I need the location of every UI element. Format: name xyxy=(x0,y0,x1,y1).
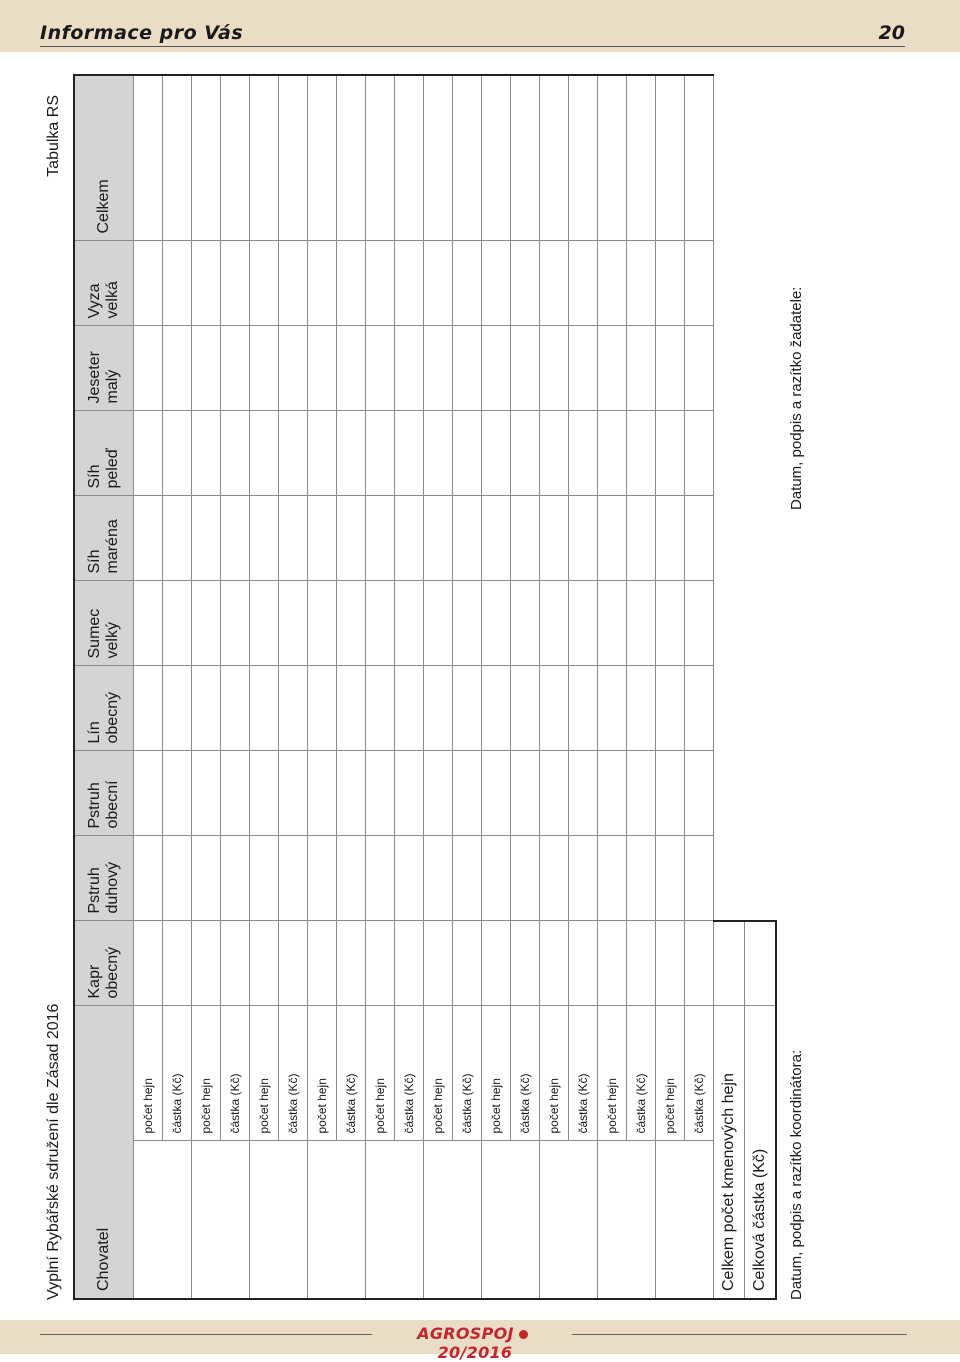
entry-cell[interactable] xyxy=(192,241,221,326)
entry-cell[interactable] xyxy=(482,751,511,836)
total-cell[interactable] xyxy=(134,75,163,241)
entry-cell[interactable] xyxy=(221,326,250,411)
entry-cell[interactable] xyxy=(308,836,337,921)
entry-cell[interactable] xyxy=(511,666,540,751)
entry-cell[interactable] xyxy=(685,751,714,836)
page-header xyxy=(0,0,960,52)
row-label-amount: částka (Kč) xyxy=(453,1006,482,1141)
entry-cell[interactable] xyxy=(337,241,366,326)
row-label-count: počet hejn xyxy=(656,1006,685,1141)
entry-cell[interactable] xyxy=(540,921,569,1006)
page-number: 20 xyxy=(878,22,905,44)
entry-cell[interactable] xyxy=(511,411,540,496)
entry-cell[interactable] xyxy=(453,326,482,411)
entry-cell[interactable] xyxy=(656,581,685,666)
entry-cell[interactable] xyxy=(250,921,279,1006)
entry-cell[interactable] xyxy=(685,326,714,411)
entry-cell[interactable] xyxy=(453,921,482,1006)
entry-cell[interactable] xyxy=(250,326,279,411)
table-row xyxy=(540,75,569,1299)
column-header-fish: Síh peleď xyxy=(74,411,134,496)
entry-cell[interactable] xyxy=(279,836,308,921)
entry-cell[interactable] xyxy=(163,751,192,836)
breeder-name-cell[interactable] xyxy=(308,1141,366,1299)
entry-cell[interactable] xyxy=(279,581,308,666)
entry-cell[interactable] xyxy=(163,326,192,411)
table-row xyxy=(395,75,424,1299)
totals-value-cell[interactable] xyxy=(714,921,745,1006)
entry-cell[interactable] xyxy=(308,751,337,836)
entry-cell[interactable] xyxy=(337,751,366,836)
table-row xyxy=(250,75,279,1299)
totals-blank xyxy=(714,75,745,921)
entry-cell[interactable] xyxy=(279,666,308,751)
form-title: Vyplní Rybářské sdružení dle Zásad 2016 xyxy=(45,1003,62,1300)
table-body xyxy=(134,75,777,1299)
entry-cell[interactable] xyxy=(656,751,685,836)
entry-cell[interactable] xyxy=(627,666,656,751)
entry-cell[interactable] xyxy=(163,496,192,581)
totals-label-amount: Celková částka (Kč) xyxy=(745,1006,777,1299)
footer-rule-left xyxy=(40,1334,372,1335)
total-cell[interactable] xyxy=(598,75,627,241)
entry-cell[interactable] xyxy=(279,496,308,581)
totals-value-cell[interactable] xyxy=(745,921,777,1006)
table-row xyxy=(482,75,511,1299)
entry-cell[interactable] xyxy=(656,411,685,496)
breeder-name-cell[interactable] xyxy=(598,1141,656,1299)
entry-cell[interactable] xyxy=(598,411,627,496)
entry-cell[interactable] xyxy=(395,666,424,751)
entry-cell[interactable] xyxy=(221,666,250,751)
bullet-dot-icon xyxy=(519,1330,528,1339)
entry-cell[interactable] xyxy=(656,836,685,921)
table-row xyxy=(569,75,598,1299)
entry-cell[interactable] xyxy=(250,751,279,836)
entry-cell[interactable] xyxy=(540,666,569,751)
entry-cell[interactable] xyxy=(656,241,685,326)
entry-cell[interactable] xyxy=(279,921,308,1006)
entry-cell[interactable] xyxy=(453,836,482,921)
entry-cell[interactable] xyxy=(540,751,569,836)
breeder-name-cell[interactable] xyxy=(192,1141,250,1299)
row-label-count: počet hejn xyxy=(424,1006,453,1141)
row-label-amount: částka (Kč) xyxy=(337,1006,366,1141)
table-row xyxy=(192,75,221,1299)
entry-cell[interactable] xyxy=(656,496,685,581)
applicant-signature-label: Datum, podpis a razítko žadatele: xyxy=(788,286,805,510)
breeder-name-cell[interactable] xyxy=(134,1141,192,1299)
entry-cell[interactable] xyxy=(424,326,453,411)
entry-cell[interactable] xyxy=(685,836,714,921)
entry-cell[interactable] xyxy=(685,921,714,1006)
section-title: Informace pro Vás xyxy=(40,22,244,44)
column-header-fish: Sumec velký xyxy=(74,581,134,666)
total-cell[interactable] xyxy=(685,75,714,241)
footer-brand: AGROSPOJ xyxy=(417,1324,514,1343)
entry-cell[interactable] xyxy=(308,326,337,411)
row-label-amount: částka (Kč) xyxy=(279,1006,308,1141)
entry-cell[interactable] xyxy=(598,751,627,836)
total-cell[interactable] xyxy=(627,75,656,241)
entry-cell[interactable] xyxy=(482,836,511,921)
entry-cell[interactable] xyxy=(395,241,424,326)
entry-cell[interactable] xyxy=(511,326,540,411)
entry-cell[interactable] xyxy=(337,411,366,496)
column-header-fish: Jeseter malý xyxy=(74,326,134,411)
entry-cell[interactable] xyxy=(598,836,627,921)
total-cell[interactable] xyxy=(453,75,482,241)
column-header-fish: Kapr obecný xyxy=(74,921,134,1006)
entry-cell[interactable] xyxy=(511,751,540,836)
entry-cell[interactable] xyxy=(279,326,308,411)
entry-cell[interactable] xyxy=(598,581,627,666)
row-label-count: počet hejn xyxy=(250,1006,279,1141)
entry-cell[interactable] xyxy=(685,411,714,496)
entry-cell[interactable] xyxy=(627,411,656,496)
entry-cell[interactable] xyxy=(366,241,395,326)
entry-cell[interactable] xyxy=(656,326,685,411)
entry-cell[interactable] xyxy=(366,836,395,921)
entry-cell[interactable] xyxy=(337,496,366,581)
entry-cell[interactable] xyxy=(627,921,656,1006)
entry-cell[interactable] xyxy=(627,836,656,921)
entry-cell[interactable] xyxy=(424,836,453,921)
entry-cell[interactable] xyxy=(482,411,511,496)
total-cell[interactable] xyxy=(482,75,511,241)
entry-cell[interactable] xyxy=(627,496,656,581)
entry-cell[interactable] xyxy=(395,411,424,496)
entry-cell[interactable] xyxy=(366,411,395,496)
column-header-fish: Vyza velká xyxy=(74,241,134,326)
total-cell[interactable] xyxy=(279,75,308,241)
entry-cell[interactable] xyxy=(569,666,598,751)
entry-cell[interactable] xyxy=(569,241,598,326)
entry-cell[interactable] xyxy=(482,241,511,326)
entry-cell[interactable] xyxy=(221,241,250,326)
breeder-table xyxy=(73,74,777,1300)
entry-cell[interactable] xyxy=(134,241,163,326)
table-label: Tabulka RS xyxy=(45,95,62,177)
entry-cell[interactable] xyxy=(308,411,337,496)
entry-cell[interactable] xyxy=(366,496,395,581)
entry-cell[interactable] xyxy=(395,326,424,411)
entry-cell[interactable] xyxy=(569,326,598,411)
total-cell[interactable] xyxy=(250,75,279,241)
entry-cell[interactable] xyxy=(163,921,192,1006)
entry-cell[interactable] xyxy=(366,326,395,411)
breeder-name-cell[interactable] xyxy=(250,1141,308,1299)
table-row xyxy=(453,75,482,1299)
row-label-amount: částka (Kč) xyxy=(627,1006,656,1141)
entry-cell[interactable] xyxy=(598,496,627,581)
entry-cell[interactable] xyxy=(656,921,685,1006)
totals-blank xyxy=(745,75,777,921)
entry-cell[interactable] xyxy=(250,666,279,751)
entry-cell[interactable] xyxy=(453,751,482,836)
entry-cell[interactable] xyxy=(366,921,395,1006)
entry-cell[interactable] xyxy=(540,496,569,581)
entry-cell[interactable] xyxy=(134,496,163,581)
total-cell[interactable] xyxy=(395,75,424,241)
entry-cell[interactable] xyxy=(569,921,598,1006)
entry-cell[interactable] xyxy=(163,241,192,326)
row-label-count: počet hejn xyxy=(366,1006,395,1141)
entry-cell[interactable] xyxy=(424,241,453,326)
entry-cell[interactable] xyxy=(395,581,424,666)
total-cell[interactable] xyxy=(366,75,395,241)
total-cell[interactable] xyxy=(540,75,569,241)
row-label-count: počet hejn xyxy=(598,1006,627,1141)
breeder-name-cell[interactable] xyxy=(424,1141,482,1299)
entry-cell[interactable] xyxy=(424,581,453,666)
entry-cell[interactable] xyxy=(598,326,627,411)
entry-cell[interactable] xyxy=(598,666,627,751)
entry-cell[interactable] xyxy=(337,921,366,1006)
entry-cell[interactable] xyxy=(163,411,192,496)
entry-cell[interactable] xyxy=(221,836,250,921)
entry-cell[interactable] xyxy=(569,751,598,836)
entry-cell[interactable] xyxy=(482,666,511,751)
entry-cell[interactable] xyxy=(279,411,308,496)
entry-cell[interactable] xyxy=(685,666,714,751)
column-header-total: Celkem xyxy=(74,75,134,241)
totals-row xyxy=(745,75,777,1299)
entry-cell[interactable] xyxy=(337,666,366,751)
column-header-fish: Pstruh obecní xyxy=(74,751,134,836)
entry-cell[interactable] xyxy=(685,496,714,581)
column-header-fish: Pstruh duhový xyxy=(74,836,134,921)
entry-cell[interactable] xyxy=(192,836,221,921)
table-row xyxy=(511,75,540,1299)
entry-cell[interactable] xyxy=(482,921,511,1006)
entry-cell[interactable] xyxy=(192,496,221,581)
total-cell[interactable] xyxy=(163,75,192,241)
entry-cell[interactable] xyxy=(250,581,279,666)
entry-cell[interactable] xyxy=(540,411,569,496)
entry-cell[interactable] xyxy=(250,496,279,581)
table-row xyxy=(656,75,685,1299)
entry-cell[interactable] xyxy=(627,581,656,666)
entry-cell[interactable] xyxy=(685,241,714,326)
entry-cell[interactable] xyxy=(511,581,540,666)
entry-cell[interactable] xyxy=(134,326,163,411)
entry-cell[interactable] xyxy=(540,241,569,326)
entry-cell[interactable] xyxy=(598,921,627,1006)
column-header-fish: Lín obecný xyxy=(74,666,134,751)
row-label-amount: částka (Kč) xyxy=(685,1006,714,1141)
entry-cell[interactable] xyxy=(453,411,482,496)
row-label-count: počet hejn xyxy=(540,1006,569,1141)
entry-cell[interactable] xyxy=(627,751,656,836)
entry-cell[interactable] xyxy=(424,921,453,1006)
entry-cell[interactable] xyxy=(656,666,685,751)
table-row xyxy=(163,75,192,1299)
entry-cell[interactable] xyxy=(395,751,424,836)
entry-cell[interactable] xyxy=(511,836,540,921)
table-row xyxy=(279,75,308,1299)
entry-cell[interactable] xyxy=(279,751,308,836)
entry-cell[interactable] xyxy=(134,836,163,921)
table-row xyxy=(221,75,250,1299)
entry-cell[interactable] xyxy=(395,836,424,921)
entry-cell[interactable] xyxy=(453,581,482,666)
row-label-amount: částka (Kč) xyxy=(511,1006,540,1141)
table-row xyxy=(627,75,656,1299)
entry-cell[interactable] xyxy=(337,326,366,411)
breeder-name-cell[interactable] xyxy=(540,1141,598,1299)
breeder-name-cell[interactable] xyxy=(656,1141,714,1299)
entry-cell[interactable] xyxy=(192,581,221,666)
entry-cell[interactable] xyxy=(134,581,163,666)
entry-cell[interactable] xyxy=(569,581,598,666)
entry-cell[interactable] xyxy=(482,496,511,581)
row-label-amount: částka (Kč) xyxy=(395,1006,424,1141)
row-label-count: počet hejn xyxy=(308,1006,337,1141)
entry-cell[interactable] xyxy=(366,751,395,836)
entry-cell[interactable] xyxy=(250,241,279,326)
entry-cell[interactable] xyxy=(395,921,424,1006)
entry-cell[interactable] xyxy=(221,411,250,496)
entry-cell[interactable] xyxy=(453,241,482,326)
table-header-row xyxy=(74,75,134,1299)
table-row xyxy=(308,75,337,1299)
entry-cell[interactable] xyxy=(163,581,192,666)
entry-cell[interactable] xyxy=(134,921,163,1006)
entry-cell[interactable] xyxy=(221,581,250,666)
row-label-amount: částka (Kč) xyxy=(221,1006,250,1141)
table-row xyxy=(598,75,627,1299)
entry-cell[interactable] xyxy=(540,326,569,411)
header-rule xyxy=(40,46,905,47)
entry-cell[interactable] xyxy=(569,496,598,581)
total-cell[interactable] xyxy=(511,75,540,241)
total-cell[interactable] xyxy=(424,75,453,241)
entry-cell[interactable] xyxy=(482,326,511,411)
entry-cell[interactable] xyxy=(250,836,279,921)
entry-cell[interactable] xyxy=(569,411,598,496)
column-header-fish: Síh maréna xyxy=(74,496,134,581)
entry-cell[interactable] xyxy=(192,411,221,496)
entry-cell[interactable] xyxy=(308,921,337,1006)
entry-cell[interactable] xyxy=(337,581,366,666)
entry-cell[interactable] xyxy=(540,581,569,666)
entry-cell[interactable] xyxy=(250,411,279,496)
table-row xyxy=(424,75,453,1299)
entry-cell[interactable] xyxy=(221,496,250,581)
totals-row xyxy=(714,75,745,1299)
footer-rule-right xyxy=(572,1334,907,1335)
entry-cell[interactable] xyxy=(569,836,598,921)
entry-cell[interactable] xyxy=(627,241,656,326)
entry-cell[interactable] xyxy=(627,326,656,411)
totals-label-count: Celkem počet kmenových hejn xyxy=(714,1006,745,1299)
row-label-amount: částka (Kč) xyxy=(569,1006,598,1141)
row-label-count: počet hejn xyxy=(192,1006,221,1141)
entry-cell[interactable] xyxy=(424,411,453,496)
entry-cell[interactable] xyxy=(308,241,337,326)
footer-issue: 20/2016 xyxy=(437,1343,513,1362)
page-footer xyxy=(0,1320,960,1362)
row-label-amount: částka (Kč) xyxy=(163,1006,192,1141)
entry-cell[interactable] xyxy=(482,581,511,666)
row-label-count: počet hejn xyxy=(482,1006,511,1141)
entry-cell[interactable] xyxy=(337,836,366,921)
entry-cell[interactable] xyxy=(511,241,540,326)
entry-cell[interactable] xyxy=(395,496,424,581)
total-cell[interactable] xyxy=(221,75,250,241)
entry-cell[interactable] xyxy=(134,751,163,836)
footer-label xyxy=(380,1324,570,1362)
entry-cell[interactable] xyxy=(221,921,250,1006)
entry-cell[interactable] xyxy=(366,581,395,666)
total-cell[interactable] xyxy=(656,75,685,241)
entry-cell[interactable] xyxy=(424,666,453,751)
entry-cell[interactable] xyxy=(192,921,221,1006)
entry-cell[interactable] xyxy=(221,751,250,836)
entry-cell[interactable] xyxy=(134,666,163,751)
entry-cell[interactable] xyxy=(511,496,540,581)
table-row xyxy=(337,75,366,1299)
entry-cell[interactable] xyxy=(192,326,221,411)
total-cell[interactable] xyxy=(192,75,221,241)
total-cell[interactable] xyxy=(337,75,366,241)
table-row xyxy=(685,75,714,1299)
entry-cell[interactable] xyxy=(453,496,482,581)
entry-cell[interactable] xyxy=(279,241,308,326)
entry-cell[interactable] xyxy=(308,496,337,581)
entry-cell[interactable] xyxy=(163,666,192,751)
total-cell[interactable] xyxy=(308,75,337,241)
table-row xyxy=(134,75,163,1299)
entry-cell[interactable] xyxy=(308,666,337,751)
entry-cell[interactable] xyxy=(163,836,192,921)
entry-cell[interactable] xyxy=(424,496,453,581)
entry-cell[interactable] xyxy=(424,751,453,836)
entry-cell[interactable] xyxy=(192,751,221,836)
breeder-name-cell[interactable] xyxy=(482,1141,540,1299)
total-cell[interactable] xyxy=(569,75,598,241)
entry-cell[interactable] xyxy=(598,241,627,326)
entry-cell[interactable] xyxy=(540,836,569,921)
entry-cell[interactable] xyxy=(453,666,482,751)
breeder-name-cell[interactable] xyxy=(366,1141,424,1299)
entry-cell[interactable] xyxy=(366,666,395,751)
row-label-count: počet hejn xyxy=(134,1006,163,1141)
table-row xyxy=(366,75,395,1299)
column-header-chovatel: Chovatel xyxy=(74,1006,134,1299)
entry-cell[interactable] xyxy=(134,411,163,496)
coordinator-signature-label: Datum, podpis a razítko koordinátora: xyxy=(788,1049,805,1300)
entry-cell[interactable] xyxy=(192,666,221,751)
entry-cell[interactable] xyxy=(308,581,337,666)
entry-cell[interactable] xyxy=(685,581,714,666)
entry-cell[interactable] xyxy=(511,921,540,1006)
rotated-form xyxy=(40,50,820,1300)
